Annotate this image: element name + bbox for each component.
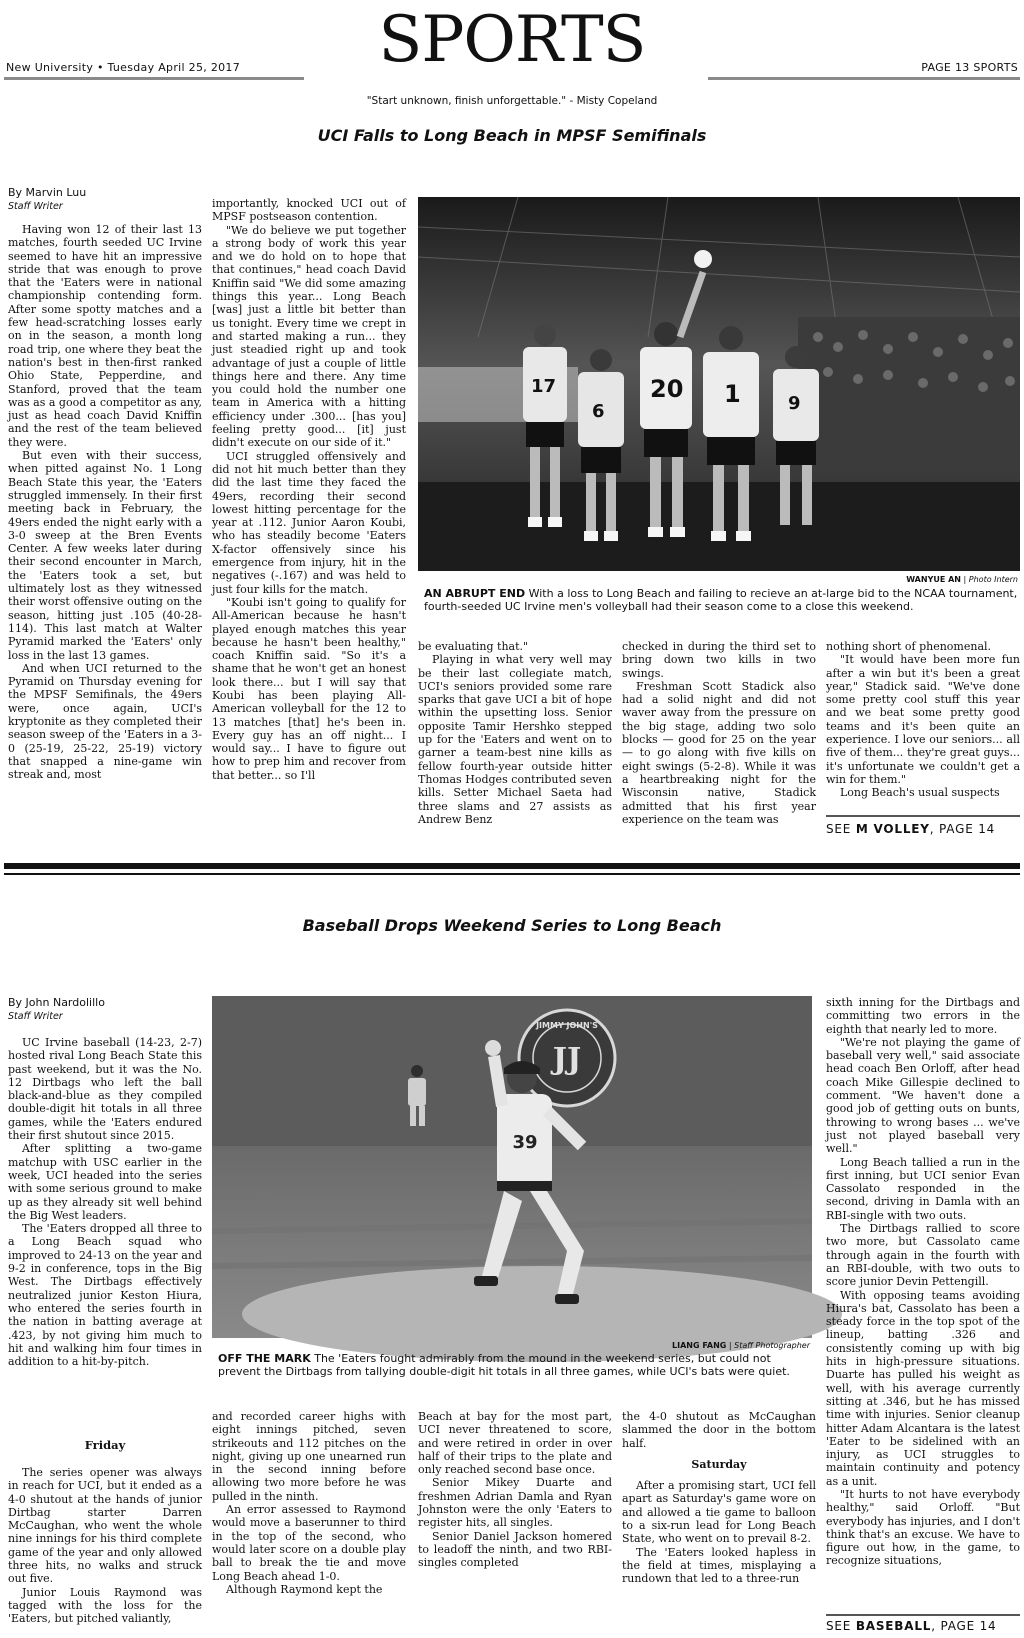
article1-photo-caption xyxy=(424,587,1020,613)
article1-continued-link[interactable] xyxy=(826,822,995,836)
see-page: , PAGE 14 xyxy=(929,822,996,836)
photographer-name: WANYUE AN xyxy=(906,575,961,584)
article2-column-3 xyxy=(418,1410,612,1636)
masthead-quote: "Start unknown, finish unforgettable." - Misty Copeland xyxy=(366,95,658,107)
caption-text: With a loss to Long Beach and failing to recieve an at-large bid to the NCAA tournament, fourth-seeded UC Irvine men's volleyball had their season come to a close this weekend. xyxy=(424,587,1018,613)
paragraph: UC Irvine baseball (14-23, 2-7) hosted rival Long Beach State this past weekend, but it was the No. 12 Dirtbags who left the ball black-and-blue as they compiled double-digit hit totals in all three games, while the 'Eaters endured their first shutout since 2015. xyxy=(8,1036,202,1143)
subhead-friday: Friday xyxy=(84,1438,126,1452)
caption-lead: OFF THE MARK xyxy=(218,1352,311,1365)
jersey-number: 6 xyxy=(592,401,605,422)
section-divider-bottom xyxy=(4,873,1020,875)
see-page: , PAGE 14 xyxy=(931,1619,997,1633)
article2-column-5 xyxy=(826,996,1020,1612)
photographer-role: Photo Intern xyxy=(968,575,1018,584)
paragraph: With opposing teams avoiding Hiura's bat, Cassolato has been a steady force in the top spot of the lineup, batting .326 and consistently coming up with big hits in high-pressure situations. Duarte has pulled his weight as well, with his average currently sitting at .346, but he has missed time with injuries. Senior cleanup hitter Adam Alcantara is the latest 'Eater to be sidelined with an injury, as UCI struggles to maintain continuity and potency as a unit. xyxy=(826,1288,1020,1488)
article1-photo-credit: WANYUE AN | Photo Intern xyxy=(906,575,1018,584)
paragraph: But even with their success, when pitted against No. 1 Long Beach State this year, the 'Eaters struggled immensely. In their first meeting back in February, the 49ers ended the night early with a 3-0 sweep at the Bren Events Center. A few weeks later during their second encounter in March, the 'Eaters took a set, but ultimately lost as they witnessed their worst offensive outing on the season, hitting just .105 (40-28-114). This last match at Walter Pyramid marked the 'Eaters' only loss in the last 13 games. xyxy=(8,449,202,662)
paragraph: The 'Eaters dropped all three to a Long Beach squad who improved to 24-13 on the year and 9-2 in conference, tops in the Big West. The Dirtbags effectively neutralized junior Keston Hiura, who entered the series fourth in the nation in batting average at .423, by not giving him much to hit and walking him four times in addition to a hit-by-pitch. xyxy=(8,1222,202,1369)
article1-column-4 xyxy=(622,640,816,826)
paragraph: sixth inning for the Dirtbags and committing two errors in the eighth that nearly led to more. xyxy=(826,996,1020,1036)
article2-role: Staff Writer xyxy=(8,1011,63,1022)
paragraph: "It hurts to not have everybody healthy," said Orloff. "But everybody has injuries, and I don't think that's an excuse. We have to figure out how, in the game, to recognize situations, xyxy=(826,1487,1020,1568)
paragraph: After a promising start, UCI fell apart as Saturday's game wore on and allowed a tie game to balloon to a six-run lead for Long Beach State, who went on to prevail 8-2. xyxy=(622,1479,816,1546)
article2-headline: Baseball Drops Weekend Series to Long Beach xyxy=(302,916,722,935)
paragraph: checked in during the third set to bring down two kills in two swings. xyxy=(622,640,816,680)
article2-photo-credit: LIANG FANG | Staff Photographer xyxy=(672,1341,810,1350)
paragraph: Senior Daniel Jackson homered to leadoff the ninth, and two RBI-singles completed xyxy=(418,1529,612,1570)
paragraph: The Dirtbags rallied to score two more, but Cassolato came through again in the fourth with an RBI-double, with two outs to score junior Devin Pettengill. xyxy=(826,1222,1020,1289)
paragraph: The series opener was always in reach for UCI, but it ended as a 4-0 shutout at the hands of junior Dirtbag starter Darren McCaughan, who went the whole nine innings for his third complete game of the year and only allowed three hits, no walks and struck out five. xyxy=(8,1466,202,1586)
article1-headline: UCI Falls to Long Beach in MPSF Semifinals xyxy=(317,126,707,145)
paragraph: And when UCI returned to the Pyramid on Thursday evening for the MPSF Semifinals, the 49ers were, once again, UCI's kryptonite as they completed their season sweep of the 'Eaters in a 3-0 (25-19, 25-22, 25-19) victory that snapped a nine-game win streak and, most xyxy=(8,661,202,782)
article1-role: Staff Writer xyxy=(8,201,63,212)
see-more-rule xyxy=(826,815,1020,817)
jersey-number: 20 xyxy=(650,375,684,403)
paragraph: Senior Mikey Duarte and freshmen Adrian Damla and Ryan Johnston were the only 'Eaters to register hits, all singles. xyxy=(418,1476,612,1530)
jersey-number: 1 xyxy=(724,380,741,408)
paragraph: Freshman Scott Stadick also had a solid night and did not waver away from the pressure on the big stage, adding two solo blocks — good for 25 on the year — to go along with five kills on eight swings (5-2-8). While it was a heartbreaking night for the Wisconsin native, Stadick admitted that his first year experience on the team was xyxy=(622,679,816,826)
paragraph: UCI struggled offensively and did not hit much better than they did the last time they faced the 49ers, recording their second lowest hitting percentage for the year at .112. Junior Aaron Koubi, who has steadily become 'Eaters X-factor offensively since his emergence from injury, hit in the negatives (-.167) and was held to just four kills for the match. xyxy=(212,449,406,596)
paragraph: importantly, knocked UCI out of MPSF postseason contention. xyxy=(212,197,406,224)
header-rule-right xyxy=(708,77,1020,80)
paragraph: After splitting a two-game matchup with USC earlier in the week, UCI headed into the series with some serious ground to make up as they already sit well behind the Big West leaders. xyxy=(8,1142,202,1222)
volleyball-photo-illustration xyxy=(418,197,1020,571)
paragraph: Junior Louis Raymond was tagged with the loss for the 'Eaters, but pitched valiantly, xyxy=(8,1585,202,1626)
sign-text: JIMMY JOHN'S xyxy=(536,1021,598,1030)
volleyball-team-photo xyxy=(418,197,1020,571)
baseball-photo-illustration xyxy=(212,996,812,1338)
caption-lead: AN ABRUPT END xyxy=(424,587,526,600)
paragraph: Beach at bay for the most part, UCI never threatened to score, and were retired in order in over half of their trips to the plate and only reached second base once. xyxy=(418,1410,612,1477)
article1-column-5 xyxy=(826,640,1020,814)
see-prefix: SEE xyxy=(826,822,852,836)
paragraph: the 4-0 shutout as McCaughan slammed the door in the bottom half. xyxy=(622,1410,816,1450)
article1-column-3 xyxy=(418,640,612,826)
subhead-saturday: Saturday xyxy=(691,1457,747,1471)
photographer-name: LIANG FANG xyxy=(672,1341,727,1350)
article2-continued-link[interactable] xyxy=(826,1619,996,1633)
article2-column-1 xyxy=(8,1036,202,1434)
sign-monogram: JJ xyxy=(552,1042,582,1077)
article2-byline: By John Nardolillo xyxy=(8,996,105,1009)
article1-byline: By Marvin Luu xyxy=(8,186,87,199)
see-prefix: SEE xyxy=(826,1619,852,1633)
article2-column-2 xyxy=(212,1410,406,1636)
paragraph: Long Beach tallied a run in the first inning, but UCI senior Evan Cassolato responded in the second, driving in Damla with an RBI-single with two outs. xyxy=(826,1155,1020,1222)
paragraph: Long Beach's usual suspects xyxy=(840,786,1000,800)
article1-column-2 xyxy=(212,197,406,814)
paragraph: Playing in what very well may be their last collegiate match, UCI's seniors provided some rare sparks that gave UCI a bit of hope within the upsetting loss. Senior opposite Tamir Hershko stepped up for the 'Eaters and went on to garner a team-best nine kills as fellow fourth-year outside hitter Thomas Hodges contributed seven kills. Setter Michael Saeta had three slams and 27 assists as Andrew Benz xyxy=(418,653,612,826)
header-rule-left xyxy=(4,77,304,80)
see-section: M VOLLEY xyxy=(855,822,930,836)
paragraph: nothing short of phenomenal. xyxy=(826,640,992,653)
baseball-pitcher-photo xyxy=(212,996,812,1338)
see-section: BASEBALL xyxy=(855,1619,932,1633)
section-divider-top xyxy=(4,863,1020,869)
page-number: PAGE 13 SPORTS xyxy=(921,61,1018,74)
paragraph: "We're not playing the game of baseball very well," said associate head coach Ben Orloff, after head coach Mike Gillespie declined to comment. "We haven't done a good job of getting outs on bunts, throwing to wrong bases ... we've just not played baseball very well." xyxy=(826,1035,1020,1156)
article2-photo-caption xyxy=(218,1352,812,1378)
article1-column-1 xyxy=(8,223,202,813)
jersey-number: 17 xyxy=(531,376,557,397)
photographer-role: Staff Photographer xyxy=(734,1341,810,1350)
jersey-number: 39 xyxy=(512,1132,538,1153)
paragraph: The 'Eaters looked hapless in the field at times, misplaying a rundown that led to a three-run xyxy=(622,1545,816,1586)
section-masthead: SPORTS xyxy=(378,3,646,77)
article2-column-4 xyxy=(622,1410,816,1636)
paragraph: be evaluating that." xyxy=(418,640,529,653)
caption-text: The 'Eaters fought admirably from the mound in the weekend series, but could not prevent the Dirtbags from tallying double-digit hit totals in all three games, while UCI's bats were quiet. xyxy=(218,1352,790,1378)
paragraph: An error assessed to Raymond would move a baserunner to third in the top of the second, who would later score on a double play ball to break the tie and move Long Beach ahead 1-0. xyxy=(212,1503,406,1583)
paragraph: and recorded career highs with eight innings pitched, seven strikeouts and 112 pitches on the night, giving up one unearned run in the second inning before allowing two more before he was pulled in the ninth. xyxy=(212,1410,406,1503)
paragraph: "Koubi isn't going to qualify for All-American because he hasn't played enough matches this year because he hasn't been healthy," coach Kniffin said. "So it's a shame that he won't get an honest look there... but I will say that Koubi has been playing All-American volleyball for the 12 to 13 matches [that] he's been in. Every guy has an off night... I would say... I have to figure out how to prep him and recover from that better... so I'll xyxy=(212,595,406,782)
paragraph: Although Raymond kept the xyxy=(226,1582,383,1596)
see-more-rule xyxy=(826,1614,1020,1616)
paragraph: "We do believe we put together a strong body of work this year and we do hold on to hope that that continues," head coach David Kniffin said "We did some amazing things this year... Long Beach [was] just a little bit better than us tonight. Every time we crept in and started making a run... they just steadied right up and took advantage of just a couple of little things here and there. Any time you could hold the number one team in America with a hitting efficiency under .300... [has you] feeling pretty good... [it] just didn't execute on our side of it." xyxy=(212,223,406,450)
issue-info: New University • Tuesday April 25, 2017 xyxy=(6,61,241,74)
paragraph: "It would have been more fun after a win but it's been a great year," Stadick said. "We've done some pretty cool stuff this year and we beat some pretty good teams and it's been quite an experience. I love our seniors... all five of them... they're great guys... it's unfortunate we couldn't get a win for them." xyxy=(826,653,1020,786)
jersey-number: 9 xyxy=(788,393,801,414)
article2-column-1b xyxy=(8,1466,202,1636)
paragraph: Having won 12 of their last 13 matches, fourth seeded UC Irvine seemed to have hit an impressive stride that was enough to prove that the 'Eaters were in national championship contending form. After some spotty matches and a few head-scratching losses early on in the season, a month long road trip, one where they beat the nation's best in then-first ranked Ohio State, Pepperdine, and Stanford, proved that the team was as a good a competitor as any, just as head coach David Kniffin and the rest of the team believed they were. xyxy=(8,223,202,449)
